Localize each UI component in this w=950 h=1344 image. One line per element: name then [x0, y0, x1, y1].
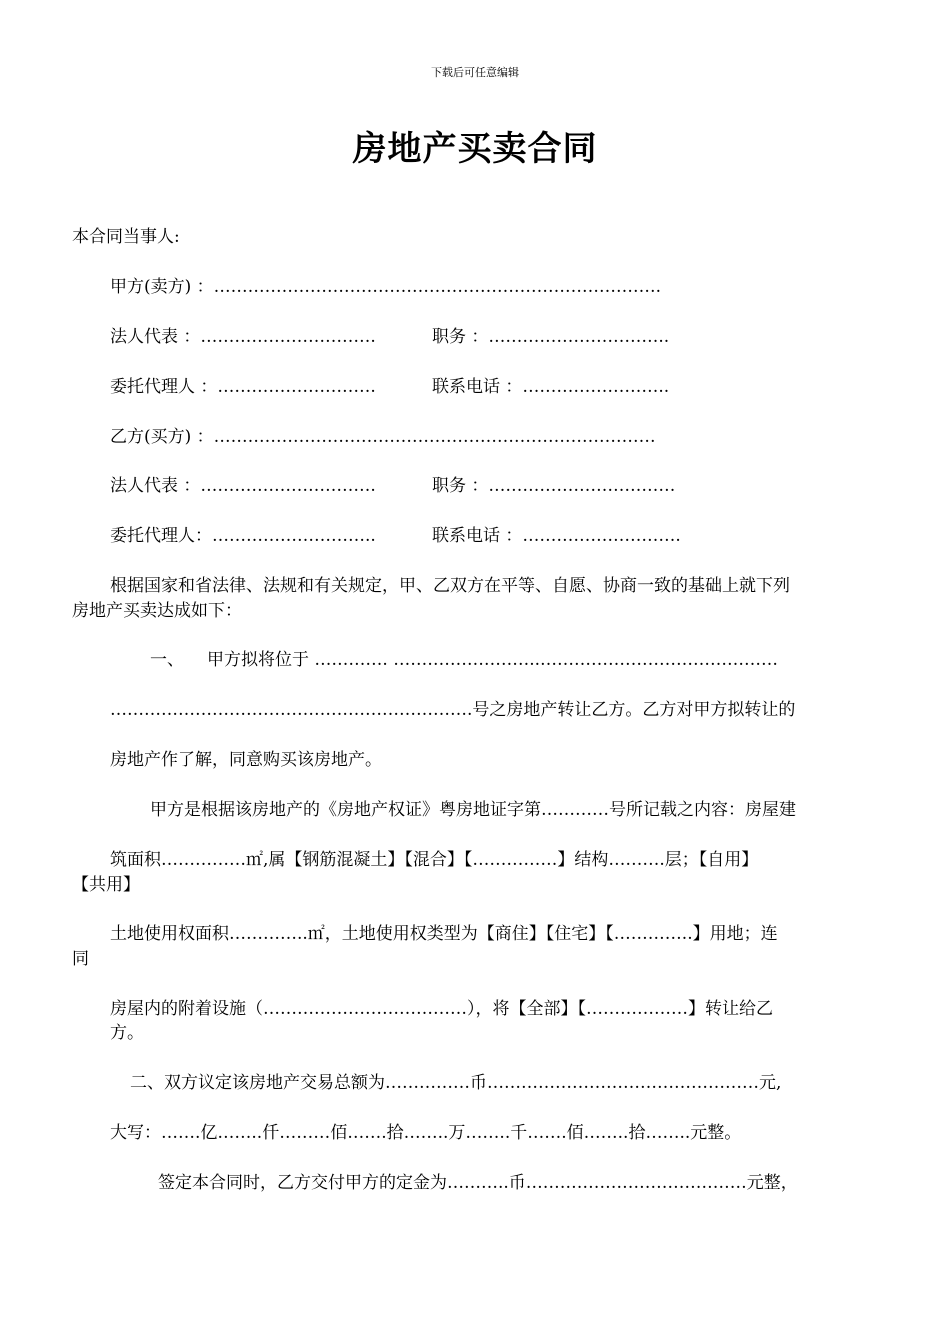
clause2-deposit: 签定本合同时，乙方交付甲方的定金为………..币…………………………………元整，	[158, 1173, 798, 1193]
clause1-cert-line1: 甲方是根据该房地产的《房地产权证》粤房地证字第…………号所记载之内容：房屋建	[150, 800, 796, 820]
clause1-land-line2: 同	[72, 949, 89, 969]
clause1-fixture-line1: 房屋内的附着设施（………………………………），将【全部】【………………】转让给乙	[110, 999, 773, 1019]
party-a-agent: 委托代理人 ：……………………….	[110, 377, 376, 397]
intro-text: 本合同当事人:	[72, 227, 180, 247]
clause1-fixture-line2: 方。	[110, 1023, 144, 1043]
party-b-legal-rep: 法人代表 ：………………………….	[110, 476, 376, 496]
party-a-phone: 联系电话 ：……………………..	[432, 377, 670, 397]
party-b-agent: 委托代理人：………………………..	[110, 526, 376, 546]
clause1-line2: ……………………………………………………….号之房地产转让乙方。乙方对甲方拟转让的	[110, 700, 796, 720]
page-title: 房地产买卖合同	[352, 129, 598, 169]
party-a-legal-rep: 法人代表 ：………………………….	[110, 327, 376, 347]
clause2-line2: 大写：…….亿……..仟………佰…….拾……..万……..千…….佰……..拾……..元整。	[110, 1123, 742, 1143]
preamble-line1: 根据国家和省法律、法规和有关规定，甲、乙双方在平等、自愿、协商一致的基础上就下列	[110, 576, 790, 596]
clause1-line1: 甲方拟将位于 …………. ……………………..……………………………………	[207, 650, 779, 670]
party-b-phone: 联系电话 ：……………………….	[432, 526, 681, 546]
clause2-line1: 二、双方议定该房地产交易总额为……………币…………………………………………元,	[130, 1073, 782, 1093]
party-b-buyer: 乙方(买方) ：……………………………………………………………………	[110, 427, 656, 447]
clause1-line3: 房地产作了解，同意购买该房地产。	[110, 750, 382, 770]
header-note: 下载后可任意编辑	[431, 66, 519, 79]
clause1-cert-line2: 筑面积……………㎡,属【钢筋混凝土】【混合】【……………】结构……….层；【自用】	[110, 850, 759, 870]
clause1-cert-line3: 【共用】	[72, 875, 140, 895]
party-a-seller: 甲方(卖方) ：…………………………………………………………………….	[110, 277, 662, 297]
clause1-number: 一、	[150, 650, 184, 670]
preamble-line2: 房地产买卖达成如下：	[72, 601, 242, 621]
clause1-land-line1: 土地使用权面积…………..㎡，土地使用权类型为【商住】【住宅】【…………..】用地；连	[110, 924, 778, 944]
party-a-position: 职务 ：…………………………..	[432, 327, 670, 347]
party-b-position: 职务 ：……………………………	[432, 476, 676, 496]
